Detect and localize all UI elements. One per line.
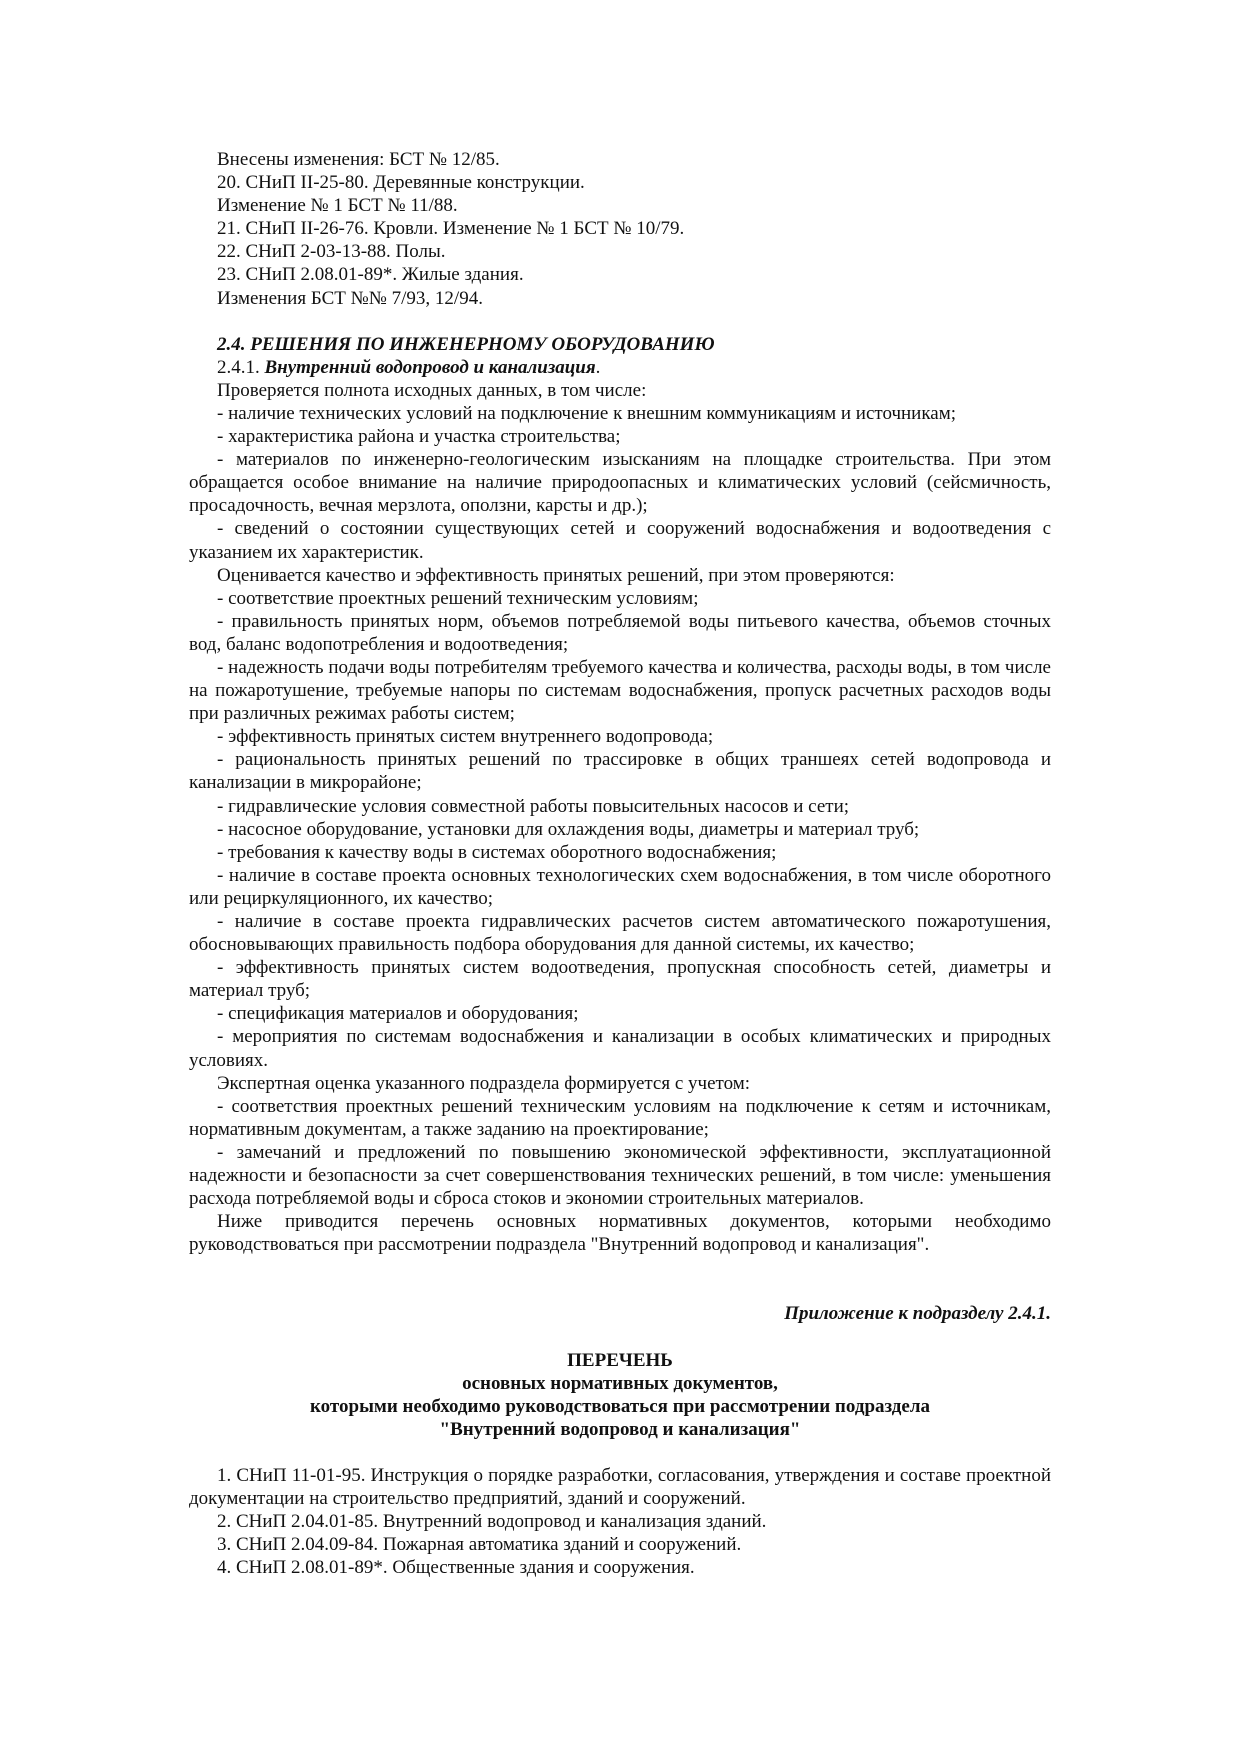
paragraph: - эффективность принятых систем внутреннего водопровода;	[217, 726, 714, 748]
subsection-heading	[189, 356, 1051, 379]
list-subtitle: основных нормативных документов,	[462, 1372, 778, 1394]
paragraph: - надежность подачи воды потребителям требуемого качества и количества, расходы воды, в том числе на пожаротушение, требуемые напоры по системам водоснабжения, пропуск расчетных расходов воды при различных режимах работы систем;	[189, 656, 1051, 725]
spacer	[189, 1326, 1051, 1349]
intro-line: Изменение № 1 БСТ № 11/88.	[217, 195, 458, 217]
paragraph: - характеристика района и участка строительства;	[217, 426, 621, 448]
paragraph: - спецификация материалов и оборудования;	[217, 1003, 579, 1025]
intro-line: 22. СНиП 2-03-13-88. Полы.	[217, 241, 446, 263]
list-item: 2. СНиП 2.04.01-85. Внутренний водопровод и канализация зданий.	[217, 1511, 767, 1533]
list-subtitle: "Внутренний водопровод и канализация"	[439, 1418, 801, 1440]
intro-block	[189, 148, 1051, 310]
paragraph: - наличие технических условий на подключение к внешним коммуникациям и источникам;	[217, 402, 957, 424]
paragraph: - требования к качеству воды в системах оборотного водоснабжения;	[217, 841, 777, 863]
list-subtitle: которыми необходимо руководствоваться при рассмотрении подраздела	[309, 1395, 931, 1417]
intro-line: 21. СНиП II-26-76. Кровли. Изменение № 1 БСТ № 10/79.	[217, 218, 685, 240]
list-item: 4. СНиП 2.08.01-89*. Общественные здания и сооружения.	[217, 1557, 695, 1579]
intro-line: Внесены изменения: БСТ № 12/85.	[217, 149, 500, 170]
paragraph: - наличие в составе проекта гидравлических расчетов систем автоматического пожаротушения, обосновывающих правильность подбора оборудования для данной системы, их качество;	[189, 911, 1051, 956]
document-page	[189, 148, 1051, 1579]
regulation-list	[189, 1464, 1051, 1579]
spacer	[189, 310, 1051, 333]
list-title: ПЕРЕЧЕНЬ	[567, 1349, 673, 1371]
paragraph: Ниже приводится перечень основных нормативных документов, которыми необходимо руководствоваться при рассмотрении подраздела "Внутренний водопровод и канализация".	[189, 1211, 1051, 1256]
subsection-title: Внутренний водопровод и канализация	[264, 356, 596, 378]
paragraph: - эффективность принятых систем водоотведения, пропускная способность сетей, диаметры и материал труб;	[189, 957, 1051, 1002]
paragraph: - материалов по инженерно-геологическим изысканиям на площадке строительства. При этом обращается особое внимание на наличие природоопасных и климатических условий (сейсмичность, просадочность, вечная мерзлота, оползни, карсты и др.);	[189, 449, 1051, 517]
intro-line: 23. СНиП 2.08.01-89*. Жилые здания.	[217, 264, 524, 286]
body-text	[189, 379, 1051, 1257]
intro-line: Изменения БСТ №№ 7/93, 12/94.	[217, 287, 483, 309]
list-title-block	[189, 1349, 1051, 1441]
paragraph: - рациональность принятых решений по трассировке в общих траншеях сетей водопровода и канализации в микрорайоне;	[189, 749, 1051, 794]
paragraph: - гидравлические условия совместной работы повысительных насосов и сети;	[217, 795, 850, 817]
paragraph: - соответствия проектных решений техническим условиям на подключение к сетям и источникам, нормативным документам, а также заданию на проектирование;	[189, 1095, 1051, 1140]
intro-line: 20. СНиП II-25-80. Деревянные конструкции.	[217, 172, 585, 194]
appendix-label: Приложение к подразделу 2.4.1.	[784, 1303, 1051, 1325]
paragraph: - мероприятия по системам водоснабжения и канализации в особых климатических и природных условиях.	[189, 1026, 1051, 1071]
subsection-number: 2.4.1.	[217, 356, 265, 378]
spacer	[189, 1441, 1051, 1464]
paragraph: - правильность принятых норм, объемов потребляемой воды питьевого качества, объемов сточных вод, баланс водопотребления и водоотведения;	[189, 610, 1051, 655]
paragraph: Оценивается качество и эффективность принятых решений, при этом проверяются:	[217, 564, 895, 586]
list-item: 3. СНиП 2.04.09-84. Пожарная автоматика зданий и сооружений.	[217, 1534, 742, 1556]
paragraph: Экспертная оценка указанного подраздела формируется с учетом:	[217, 1072, 751, 1094]
paragraph: - насосное оборудование, установки для охлаждения воды, диаметры и материал труб;	[217, 818, 920, 840]
paragraph: - замечаний и предложений по повышению экономической эффективности, эксплуатационной надежности и безопасности за счет совершенствования технических решений, в том числе: уменьшения расхода потребляемой воды и сброса стоков и экономии строительных материалов.	[189, 1141, 1051, 1210]
spacer	[189, 1256, 1051, 1302]
paragraph: Проверяется полнота исходных данных, в том числе:	[217, 379, 647, 401]
list-item: 1. СНиП 11-01-95. Инструкция о порядке разработки, согласования, утверждения и составе проектной документации на строительство предприятий, зданий и сооружений.	[189, 1464, 1051, 1509]
paragraph: - наличие в составе проекта основных технологических схем водоснабжения, в том числе оборотного или рециркуляционного, их качество;	[189, 864, 1051, 909]
section-heading: 2.4. РЕШЕНИЯ ПО ИНЖЕНЕРНОМУ ОБОРУДОВАНИЮ	[217, 333, 715, 355]
subsection-period: .	[595, 356, 601, 378]
paragraph: - сведений о состоянии существующих сетей и сооружений водоснабжения и водоотведения с указанием их характеристик.	[189, 518, 1051, 563]
paragraph: - соответствие проектных решений техническим условиям;	[217, 587, 699, 609]
